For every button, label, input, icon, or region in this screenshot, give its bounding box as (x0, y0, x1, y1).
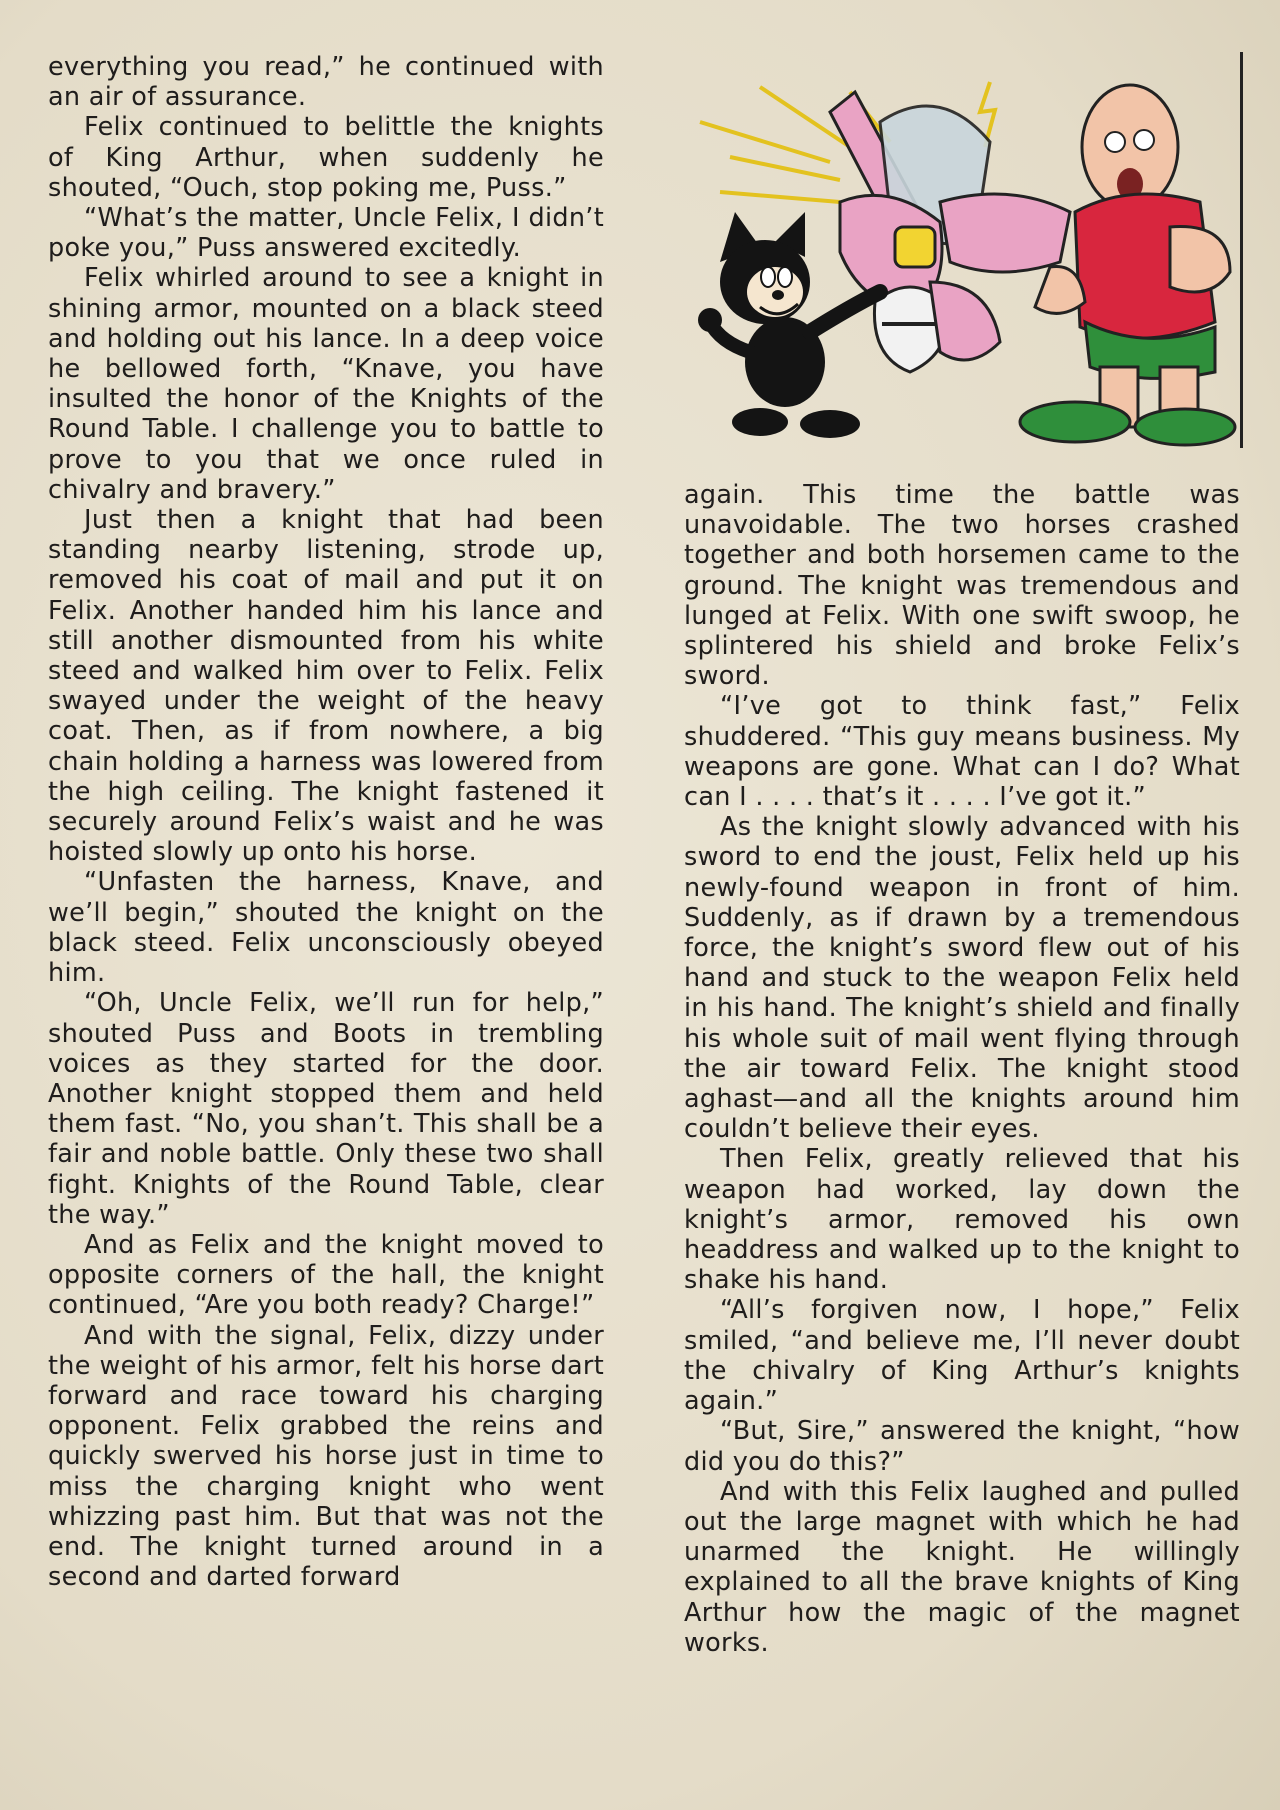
paragraph: “All’s forgiven now, I hope,” Felix smiled, “and believe me, I’ll never doubt the chivalry of King Arthur’s knights again.” (684, 1295, 1240, 1417)
paragraph: “Oh, Uncle Felix, we’ll run for help,” shouted Puss and Boots in trembling voices as they started for the door. Another knight stopped them and held them fast. “No, you shan’t. This shall be a fair and noble battle. Only these two shall fight. Knights of the Round Table, clear the way.” (48, 988, 604, 1230)
paragraph: everything you read,” he continued with an air of assurance. (48, 52, 604, 113)
story-text-right-column (684, 480, 1240, 1658)
paragraph: “What’s the matter, Uncle Felix, I didn’t poke you,” Puss answered excitedly. (48, 203, 604, 264)
flying-armor (830, 92, 1070, 372)
paragraph: And as Felix and the knight moved to opposite corners of the hall, the knight continued, “Are you both ready? Charge!” (48, 1229, 604, 1321)
paragraph: And with the signal, Felix, dizzy under the weight of his armor, felt his horse dart forward and race toward his charging opponent. Felix grabbed the reins and quickly swerved his horse just in time to miss the charging knight who went whizzing past him. But that was not the end. The knight turned around in a second and darted forward (48, 1320, 604, 1593)
story-text-left-column (48, 52, 604, 1592)
paragraph: “I’ve got to think fast,” Felix shuddered. “This guy means business. My weapons are gone. What can I do? What can I . . . . that’s it . . . . I’ve got it.” (684, 691, 1240, 813)
paragraph: “Unfasten the harness, Knave, and we’ll begin,” shouted the knight on the black steed. Felix unconsciously obeyed him. (48, 867, 604, 989)
paragraph: Felix continued to belittle the knights of King Arthur, when suddenly he shouted, “Ouch, stop poking me, Puss.” (48, 112, 604, 203)
paragraph: And with this Felix laughed and pulled out the large magnet with which he had unarmed the knight. He willingly explained to all the brave knights of King Arthur how the magic of the magnet works. (684, 1476, 1240, 1658)
paragraph: “But, Sire,” answered the knight, “how did you do this?” (684, 1416, 1240, 1477)
paragraph: again. This time the battle was unavoidable. The two horses crashed together and both horsemen came to the ground. The knight was tremendous and lunged at Felix. With one swift swoop, he splintered his shield and broke Felix’s sword. (684, 480, 1240, 692)
paragraph: Just then a knight that had been standing nearby listening, strode up, removed his coat of mail and put it on Felix. Another handed him his lance and still another dismounted from his white steed and walked him over to Felix. Felix swayed under the weight of the heavy coat. Then, as if from nowhere, a big chain holding a harness was lowered from the high ceiling. The knight fastened it securely around Felix’s waist and he was hoisted slowly up onto his horse. (48, 505, 604, 868)
paragraph: Felix whirled around to see a knight in shining armor, mounted on a black steed and holding out his lance. In a deep voice he bellowed forth, “Knave, you have insulted the honor of the Knights of the Round Table. I challenge you to battle to prove to you that we once ruled in chivalry and bravery.” (48, 263, 604, 505)
paragraph: As the knight slowly advanced with his sword to end the joust, Felix held up his newly-found weapon in front of him. Suddenly, as if drawn by a tremendous force, the knight’s sword flew out of his hand and stuck to the weapon Felix held in his hand. The knight’s shield and finally his whole suit of mail went flying through the air toward Felix. The knight stood aghast—and all the knights around him couldn’t believe their eyes. (684, 812, 1240, 1145)
illustration-drawing (690, 52, 1240, 448)
felix-magnet-illustration (690, 52, 1243, 448)
paragraph: Then Felix, greatly relieved that his weapon had worked, lay down the knight’s armor, removed his own headdress and walked up to the knight to shake his hand. (684, 1144, 1240, 1296)
